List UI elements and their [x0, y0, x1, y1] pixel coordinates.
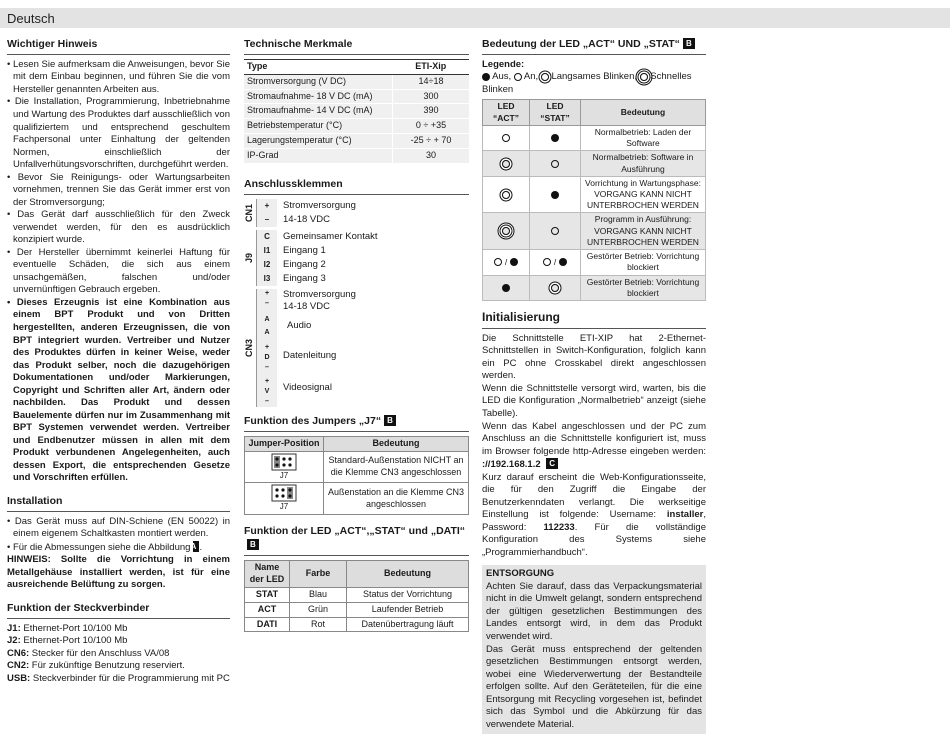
installation-item: • Das Gerät muss auf DIN-Schiene (EN 50022) in einem eigenem Schaltkasten montiert werden. [7, 516, 230, 541]
led-slow-blink-icon [541, 73, 549, 81]
led-fast-blink-icon [640, 73, 648, 81]
hinweis-item: • Das Gerät darf ausschließlich für den Zweck verwendet werden, für den es ausdrücklich konzipiert wurde. [7, 209, 230, 247]
led-off-icon [502, 284, 510, 292]
steckverbinder-row: CN2: Für zukünftige Benutzung reserviert. [7, 660, 185, 672]
table-row: Stromaufnahme- 18 V DC (mA) 300 [244, 89, 469, 104]
steckverbinder-title: Funktion der Steckverbinder [7, 602, 230, 619]
table-row: / / Gestörter Betrieb: Vorrichtung blockiert [483, 250, 706, 275]
led-on-icon [514, 73, 522, 81]
init-title: Initialisierung [482, 310, 706, 329]
led-slow-blink-icon [502, 160, 510, 168]
hinweis-item: • Lesen Sie aufmerksam die Anweisungen, bevor Sie mit dem Einbau beginnen, und führen Sie die vom Hersteller genannten Arbeiten aus. [7, 59, 230, 97]
table-row: Normalbetrieb: Software in Ausführung [483, 151, 706, 176]
table-row: Programm in Ausführung: VORGANG KANN NICHT UNTERBROCHEN WERDEN [483, 213, 706, 250]
installation-list [7, 516, 230, 555]
steckverbinder-row: CN6: Stecker für den Anschluss VA/08 [7, 647, 170, 659]
entsorgung-title: ENTSORGUNG [486, 568, 555, 580]
led-on-icon [551, 160, 559, 168]
entsorgung-p1: Achten Sie darauf, dass das Verpackungsmaterial nicht in die Umwelt gelangt, sondern entsprechend der gültigen gesetzlichen Bestimmungen des Landes entsorgt wird, in dem das Produkt verwendet wird. [486, 580, 702, 642]
led3-title: Funktion der LED „ACT“,„STAT“ und „DATI“B [244, 525, 469, 556]
column-1 [7, 38, 230, 685]
table-row: IP-Grad 30 [244, 149, 469, 164]
led-slow-blink-icon [502, 191, 510, 199]
steckverbinder-row: J1: Ethernet-Port 10/100 Mb [7, 622, 128, 634]
jumper-title: Funktion des Jumpers „J7“ B [244, 415, 469, 432]
entsorgung-box [482, 565, 706, 734]
figure-b-badge: B [247, 539, 259, 550]
steckverbinder-row: J2: Ethernet-Port 10/100 Mb [7, 635, 128, 647]
jumper-table: Jumper-Position Bedeutung J7 Standard-Außenstation NICHT an die Klemme CN3 angeschlossen J7 Außenstation an die Klemme CN3 angeschlossen [244, 436, 469, 516]
legend: Aus, An, Langsames Blinken, Schnelles Blinken [482, 71, 692, 95]
hinweis-item: • Die Installation, Programmierung, Inbetriebnahme und Wartung des Produktes darf ausschließlich von qualifiziertem und entsprechend geschultem Fachpersonal unter Einhaltung der geltenden Normen, einschließlich der Unfallverhütungsvorschriften, durchgeführt werden. [7, 96, 230, 171]
installation-note: HINWEIS: Sollte die Vorrichtung in einem Metallgehäuse installiert werden, ist für eine ausreichende Belüftung zu sorgen. [7, 554, 230, 591]
klemmen-title: Anschlussklemmen [244, 178, 469, 195]
init-p2: Wenn die Schnittstelle versorgt wird, warten, bis die LED die Konfiguration „Normalbetrieb“ anzeigt (siehe Tabelle). [482, 382, 706, 419]
led3-table: Name der LED Farbe Bedeutung STAT Blau Status der Vorrichtung ACT Grün Laufender Betrieb DATI Rot Datenübertragung läuft [244, 560, 469, 632]
terminal-j9: J9 C I1 I2 I3 Gemeinsamer Kontakt Eingang 1 Eingang 2 Eingang 3 [244, 230, 378, 284]
jumper-closed-icon: J7 [271, 484, 297, 513]
led-off-icon [482, 73, 490, 81]
language-label: Deutsch [7, 11, 55, 26]
led-slow-blink-icon [551, 284, 559, 292]
table-row: DATI Rot Datenübertragung läuft [245, 617, 469, 632]
table-row: Normalbetrieb: Laden der Software [483, 125, 706, 150]
led-on-icon [551, 227, 559, 235]
led-fast-blink-icon [502, 227, 510, 235]
table-row: Lagerungstemperatur (°C) -25 ÷ + 70 [244, 134, 469, 149]
led-on-icon [502, 134, 510, 142]
steckverbinder-row: USB: Steckverbinder für die Programmierung mit PC [7, 672, 230, 684]
table-row: Vorrichtung in Wartungsphase: VORGANG KANN NICHT UNTERBROCHEN WERDEN [483, 176, 706, 213]
led-meaning-table: LED “ACT” LED “STAT” Bedeutung Normalbetrieb: Laden der Software Normalbetrieb: Software in Ausführung Vorrichtung in Wartungsphase: VORGANG KANN NICHT UNTERBROCHEN WERDEN Programm in Ausführung: VORGANG KANN NICHT UNTERBROCHEN WERDEN / / Gestörter Betrieb: Vorrichtung blockiert Gestörter Betrieb: Vorrichtung blockiert [482, 99, 706, 301]
init-p4: Kurz darauf erscheint die Web-Konfigurationsseite, die für den Zugriff die Eingabe der Benutzerkenndaten verlangt. Die werkseitige Einstellung ist folgende: Username: installer, Password: 112233. Für die vollständige Konfiguration des Systems siehe „Programmierhandbuch“. [482, 471, 706, 558]
hinweis-item: • Bevor Sie Reinigungs- oder Wartungsarbeiten vornehmen, trennen Sie das Gerät immer erst von der Stromversorgung; [7, 172, 230, 210]
init-p1: Die Schnittstelle ETI-XIP hat 2-Ethernet-Schnittstellen in Switch-Konfiguration, folglich kann ein PC ohne Crosskabel direkt angeschlossen werden. [482, 332, 706, 382]
terminal-cn3: CN3 + – A A + D – + V – Stromversorgung 14-18 VDC Audio Datenleitung Videosignal [244, 288, 356, 405]
tech-table: Type ETI-Xip Stromversorgung (V DC) 14÷18 Stromaufnahme- 18 V DC (mA) 300 Stromaufnahme- 14 V DC (mA) 390 Betriebstemperatur (°C) 0 ÷ +35 Lagerungstemperatur (°C) -25 ÷ + 70 IP-Grad 30 [244, 59, 469, 164]
hinweis-list [7, 59, 230, 485]
figure-c-badge: C [546, 458, 558, 469]
table-row: Stromversorgung (V DC) 14÷18 [244, 74, 469, 89]
figure-a-badge: A [193, 541, 199, 552]
hinweis-bold-item: • Dieses Erzeugnis ist eine Kombination aus einem BPT Produkt und von Dritten hergestellten, anderen Erzeugnissen, die von BPT integriert wurden. Vertreiber und Nutzer des Produktes dürfen in keiner Weise, weder das Produkt selber, noch die dazugehörigen Dokumentationen und/oder Markierungen, Copyright und Schriften aller Art, ändern oder nachbilden. Das Produkt und dessen Bauelemente dürfen nur im Zusammenhang mit BPT Systemen verwendet werden. Vertreiber und Endbenutzer müssen in allen mit dem Produkt verbundenen Angelegenheiten, auch dessen Export, die entsprechenden Gesetze und Vorschriften erfüllen. [7, 297, 230, 485]
figure-b-badge: B [683, 38, 695, 49]
steckverbinder-list [7, 623, 230, 686]
table-row: Stromaufnahme- 14 V DC (mA) 390 [244, 104, 469, 119]
installation-title: Installation [7, 495, 230, 512]
entsorgung-p2: Das Gerät muss entsprechend der geltenden gesetzlichen Bestimmungen entsorgt werden, wobei eine Wiederverwertung der Bestandteile erfolgen sollte. Auf den Geräteteilen, für die eine Entsorgung mit Recycling vorgesehen ist, befindet sich das Symbol und die Abkürzung für das verwendete Material. [486, 643, 702, 730]
init-p3: Wenn das Kabel angeschlossen und der PC zum Anschluss an die Schnittstelle konfiguriert ist, muss im Browser folgende http-Adresse eingeben werden: ://192.168.1.2 C [482, 420, 706, 471]
terminal-diagram [244, 199, 469, 407]
jumper-open-icon: J7 [271, 453, 297, 482]
table-row: ACT Grün Laufender Betrieb [245, 602, 469, 617]
table-row: Gestörter Betrieb: Vorrichtung blockiert [483, 275, 706, 300]
hinweis-item: • Der Hersteller übernimmt keinerlei Haftung für eventuelle Schäden, die sich aus einem unsachgemäßen, falschen und/oder unvernünftigen Gebrauch ergeben. [7, 247, 230, 297]
installation-item: • Für die Abmessungen siehe die AbbildungA . [7, 541, 230, 555]
table-row: STAT Blau Status der Vorrichtung [245, 587, 469, 602]
language-bar [0, 8, 950, 28]
ledmeaning-title: Bedeutung der LED „ACT“ UND „STAT“ B [482, 38, 706, 55]
terminal-cn1: CN1 + – Stromversorgung 14-18 VDC [244, 199, 356, 225]
legend-title: Legende: [482, 58, 525, 70]
tech-title: Technische Merkmale [244, 38, 469, 55]
hinweis-title: Wichtiger Hinweis [7, 38, 230, 55]
column-3 [482, 38, 706, 734]
table-row: Betriebstemperatur (°C) 0 ÷ +35 [244, 119, 469, 134]
table-row: J7 Standard-Außenstation NICHT an die Klemme CN3 angeschlossen [245, 451, 469, 483]
column-2 [244, 38, 469, 632]
figure-b-badge: B [384, 415, 396, 426]
table-row: J7 Außenstation an die Klemme CN3 angeschlossen [245, 483, 469, 515]
led-off-icon [551, 134, 559, 142]
led-off-icon [551, 191, 559, 199]
